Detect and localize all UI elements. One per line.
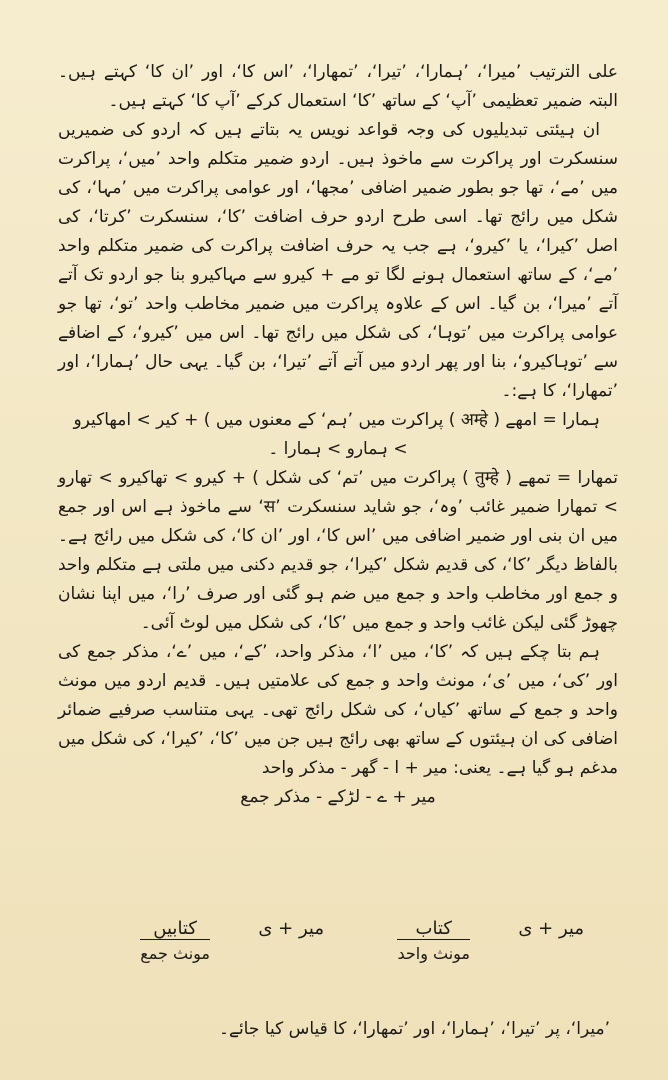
examples-row [100, 918, 610, 988]
paragraph-2: ان ہیئتی تبدیلیوں کی وجہ قواعد نویس یہ بتاتے ہیں کہ اردو کی ضمیریں سنسکرت اور پراکرت سے ماخوذ ہیں۔ اردو ضمیر متکلم واحد ’میں‘، پراکرت میں ’مے‘، تھا جو بطور ضمیر اضافی ’مجھا‘، اور عوامی پراکرت میں ’مہا‘، کی شکل میں رائج تھا۔ اسی طرح اردو حرف اضافت ’کا‘، سنسکرت ’کرتا‘، کی اصل ’کیرا‘، یا ’کیرو‘، ہے جب یہ حرف اضافت پراکرت کی ضمیر متکلم واحد ’مے‘، کے ساتھ استعمال ہونے لگا تو مے + کیرو سے مہاکیرو بنا جو اردو تک آتے آتے ’میرا‘، بن گیا۔ اس کے علاوہ پراکرت میں ضمیر مخاطب واحد ’تو‘، تھا جو عوامی پراکرت میں ’توہا‘، کی شکل میں رائج تھا۔ اس میں ’کیرو‘، کے اضافے سے ’توہاکیرو‘، بنا اور پھر اردو میں آتے آتے ’تیرا‘، بن گیا۔ یہی حال ’ہمارا‘، اور ’تمھارا‘، کا ہے:۔ [58, 120, 618, 401]
paragraph-1: علی الترتیب ’میرا‘، ’ہمارا‘، ’تیرا‘، ’تمھارا‘، ’اس کا‘، اور ’ان کا‘ کہتے ہیں۔ البتہ ضمیر تعظیمی ’آپ‘ کے ساتھ ’کا‘ استعمال کرکے ’آپ کا‘ کہتے ہیں۔ [58, 62, 618, 111]
paragraph-4: ہم بتا چکے ہیں کہ ’کا‘، میں ’ا‘، مذکر واحد، ’کے‘، میں ’ے‘، مذکر جمع کی اور ’کی‘، میں ’ی‘، مونث واحد و جمع کی علامتیں ہیں۔ قدیم اردو میں مونث واحد و جمع کے ساتھ ’کیاں‘، کی شکل رائج تھی۔ یہی متناسب صرفیے ضمائر اضافی کی ان ہیئتوں کے ساتھ بھی رائج ہیں جن میں ’کا‘، ’کیرا‘، کی شکل میں مدغم ہو گیا ہے۔ یعنی: میر + ا - گھر - مذکر واحد [58, 642, 618, 778]
example-formula: میر + ی [518, 918, 584, 939]
example-word: کتاب [397, 918, 470, 940]
example-label: مونث واحد [397, 944, 470, 963]
example-item [512, 918, 590, 943]
urdu-text-block [58, 58, 618, 812]
final-line: ’میرا‘، پر ’تیرا‘، ’ہمارا‘، اور ’تمھارا‘، کا قیاس کیا جائے۔ [219, 1019, 610, 1039]
derivation-hamara-cont: > ہمارو > ہمارا ۔ [268, 439, 408, 459]
derivation-hamara: ہمارا = امھے ( अम्हे ) پراکرت میں ’ہم‘ کے معنوں میں ) + کیر > امھاکیرو [73, 410, 600, 430]
example-word: کتابیں [140, 918, 210, 940]
example-formula: میر + ی [258, 918, 324, 939]
formula-line: میر + ے - لڑکے - مذکر جمع [240, 787, 436, 807]
example-label: مونث جمع [140, 944, 210, 963]
example-item [140, 918, 210, 963]
paragraph-3: تمھارا = تمھے ( तुम्हे ) پراکرت میں ’تم‘ کی شکل ) + کیرو > تھاکیرو > تھارو > تمھارا ضمیر غائب ’وہ‘، جو شاید سنسکرت ’स‘ سے ماخوذ ہے اس اور جمع میں ان بنی اور ضمیر اضافی میں ’اس کا‘، اور ’ان کا‘، کی شکل میں رائج ہے۔ بالفاظ دیگر ’کا‘، کی قدیم شکل ’کیرا‘، جو قدیم دکنی میں ملتی ہے متکلم واحد و جمع اور مخاطب واحد و جمع میں ضم ہو گئی اور صرف ’را‘، میں اپنا نشان چھوڑ گئی لیکن غائب واحد و جمع میں ’کا‘، کی شکل میں لوٹ آئی۔ [58, 468, 618, 633]
example-item [397, 918, 470, 963]
example-item [252, 918, 330, 943]
